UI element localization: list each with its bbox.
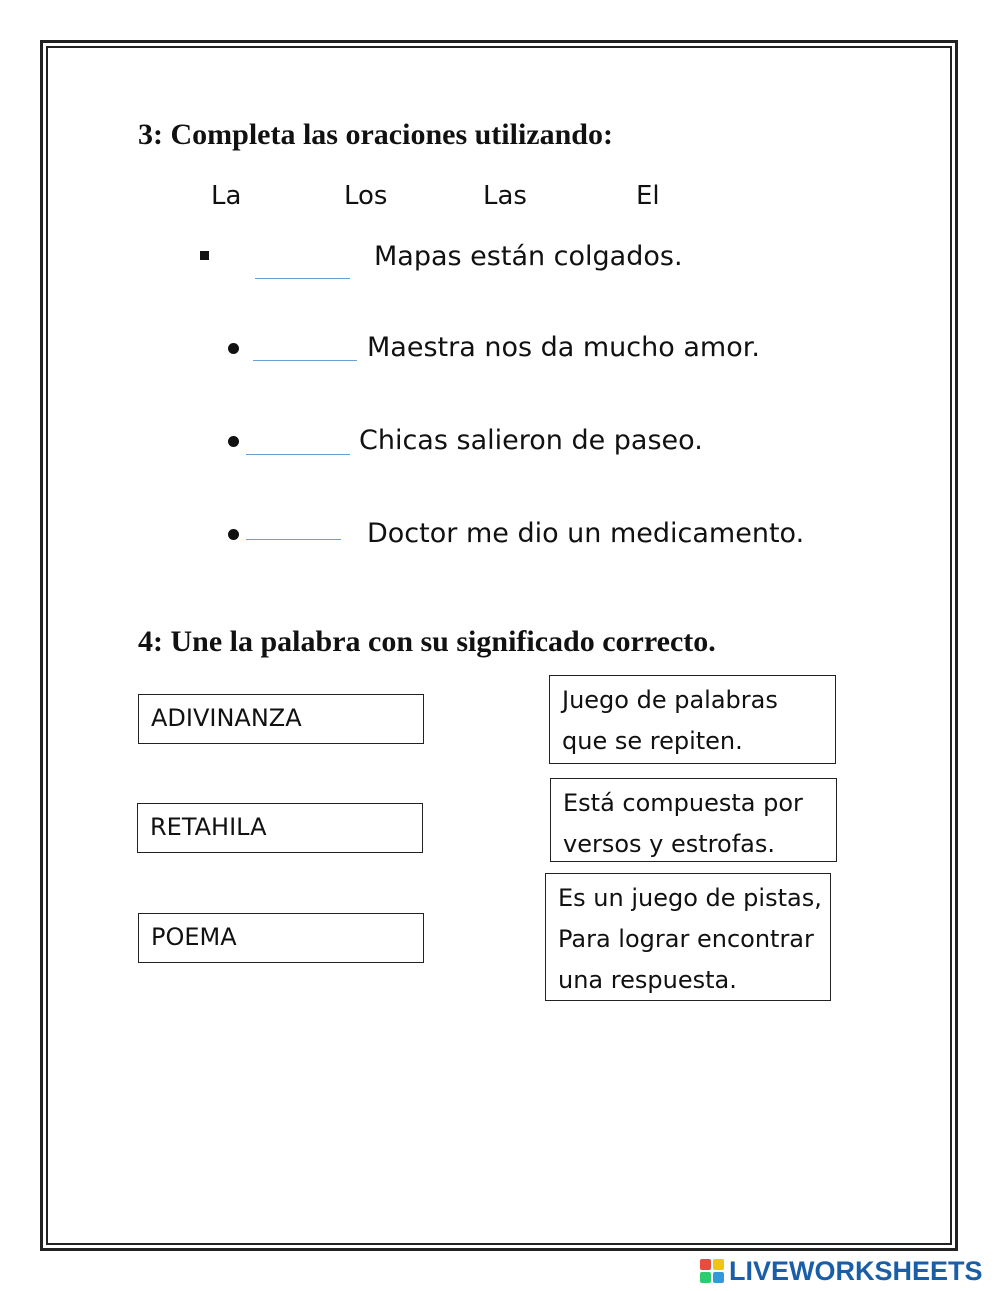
answer-blank[interactable] [246,539,341,540]
definition-line: Para lograr encontrar [558,925,814,953]
word-box-adivinanza[interactable]: ADIVINANZA [138,694,424,744]
definition-line: Juego de palabras [562,686,778,714]
word-box-retahila[interactable]: RETAHILA [137,803,423,853]
definition-box[interactable] [550,778,837,862]
article-option-los: Los [344,181,388,211]
square-bullet-icon [200,251,209,260]
round-bullet-icon [228,343,239,354]
sentence-text: Chicas salieron de paseo. [359,425,703,456]
logo-square [700,1272,711,1283]
definition-line: Está compuesta por [563,789,803,817]
word-box-poema[interactable]: POEMA [138,913,424,963]
article-option-las: Las [483,181,527,211]
definition-box[interactable] [545,873,831,1001]
answer-blank[interactable] [246,454,350,455]
round-bullet-icon [228,529,239,540]
logo-square [713,1259,724,1270]
brand-text: LIVEWORKSHEETS [729,1255,983,1286]
definition-line: una respuesta. [558,966,737,994]
sentence-text: Mapas están colgados. [374,241,683,272]
answer-blank[interactable] [253,360,357,361]
definition-line: Es un juego de pistas, [558,884,822,912]
logo-square [713,1272,724,1283]
article-option-el: El [636,181,660,211]
answer-blank[interactable] [255,278,350,279]
article-option-la: La [211,181,242,211]
section-4-heading: 4: Une la palabra con su significado correcto. [138,625,716,658]
logo-square [700,1259,711,1270]
liveworksheets-brand [700,1256,983,1286]
definition-line: versos y estrofas. [563,830,775,858]
sentence-text: Doctor me dio un medicamento. [367,518,805,549]
sentence-text: Maestra nos da mucho amor. [367,332,760,363]
liveworksheets-logo-icon [700,1259,724,1283]
definition-box[interactable] [549,675,836,764]
section-3-heading: 3: Completa las oraciones utilizando: [138,118,613,151]
definition-line: que se repiten. [562,727,743,755]
round-bullet-icon [228,436,239,447]
